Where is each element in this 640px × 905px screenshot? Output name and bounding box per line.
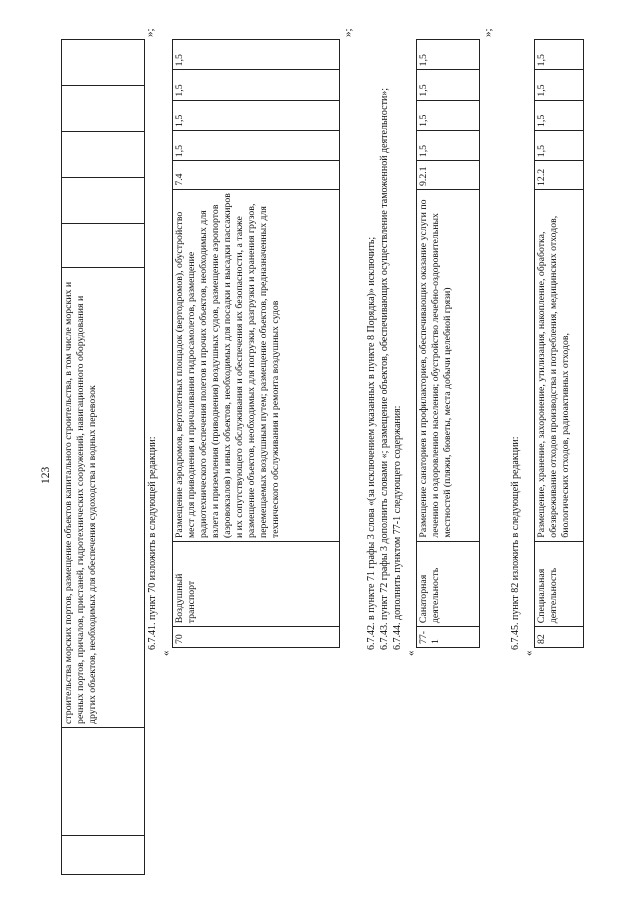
row-77-1-v3: 1,5: [417, 70, 480, 100]
close-quote: »;: [342, 28, 354, 37]
paragraph-6743: 6.7.43. пункт 72 графы 3 дополнить словами «; размещение объектов, обеспечивающих осуществление таможенной деятельности»;: [379, 87, 390, 650]
row-82-num: 82: [535, 627, 584, 648]
close-quote: »;: [144, 28, 156, 37]
table-row: [417, 40, 480, 648]
row-70-desc: Размещение аэродромов, вертолетных площадок (вертодромов), обустройство мест для приводнения и причаливания гидросамолетов, размещение радиотехнического обеспечения полетов и прочих объектов, необходимых для взлета и приземления (приводнения) воздушных судов, размещение аэропортов (аэровокзалов) и иных объектов, необходимых для посадки и высадки пассажиров и их сопутствующего обслуживания и обеспечения их безопасности, а также размещение объектов, необходимых для погрузки, разгрузки и хранения грузов, перемещаемых воздушным путем; размещение объектов, предназначенных для технического обслуживания и ремонта воздушных судов: [173, 189, 340, 541]
row-82-v4: 1,5: [535, 40, 584, 70]
paragraph-6744: 6.7.44. дополнить пунктом 77-1 следующего содержания:: [392, 405, 403, 650]
row-82-v1: 1,5: [535, 130, 584, 160]
row-82-v3: 1,5: [535, 70, 584, 100]
row-top-desc: строительства морских портов, размещение объектов капитального строительства, в том числе морских и речных портов, причалов, пристаней, гидротехнических сооружений, навигационного оборудования и других объектов, необходимых для обеспечения судоходства и водных перевозок: [62, 268, 145, 728]
paragraph-6741: 6.7.41. пункт 70 изложить в следующей редакции:: [147, 436, 158, 650]
row-82-code: 12.2: [535, 161, 584, 190]
row-77-1-code: 9.2.1: [417, 161, 480, 190]
row-77-1-desc: Размещение санаториев и профилакториев, обеспечивающих оказание услуги по лечению и оздоровлению населения; обустройство лечебно-оздоровительных местностей (пляжи, бюветы, места добычи целебной грязи): [417, 190, 480, 542]
row-77-1-v2: 1,5: [417, 100, 480, 130]
row-82-name: Специальная деятельность: [535, 541, 584, 627]
page-number: 123: [40, 466, 52, 484]
table-row-70: [172, 39, 340, 648]
row-82-desc: Размещение, хранение, захоронение, утилизация, накопление, обработка, обезвреживание отходов производства и потребления, медицинских отходов, биологических отходов, радиоактивных отходов,: [535, 189, 584, 541]
row-77-1-v1: 1,5: [417, 130, 480, 160]
table-row-77-1: [416, 39, 480, 648]
row-70-name: Воздушный транспорт: [173, 542, 340, 627]
row-70-v3: 1,5: [173, 70, 340, 100]
row-77-1-v4: 1,5: [417, 40, 480, 70]
table-row-82: [534, 39, 584, 648]
table-row: [173, 40, 340, 648]
row-77-1-name: Санаторная деятельность: [417, 541, 480, 627]
row-70-v1: 1,5: [173, 130, 340, 160]
paragraph-6742: 6.7.42. в пункте 71 графы 3 слова «(за исключением указанных в пункте 8 Порядка)» исключить;: [366, 236, 377, 650]
open-quote: «: [523, 650, 535, 656]
row-70-num: 70: [173, 627, 340, 648]
table-row: [62, 40, 145, 875]
close-quote: »;: [482, 28, 494, 37]
row-82-v2: 1,5: [535, 100, 584, 130]
row-70-code: 7.4: [173, 161, 340, 189]
row-77-1-num: 77-1: [417, 627, 480, 648]
row-70-v4: 1,5: [173, 40, 340, 70]
table-row: [535, 40, 584, 648]
table-top: [61, 39, 145, 875]
open-quote: «: [405, 650, 417, 656]
paragraph-6745: 6.7.45. пункт 82 изложить в следующей редакции:: [510, 436, 521, 650]
open-quote: «: [160, 650, 172, 656]
row-70-v2: 1,5: [173, 100, 340, 130]
